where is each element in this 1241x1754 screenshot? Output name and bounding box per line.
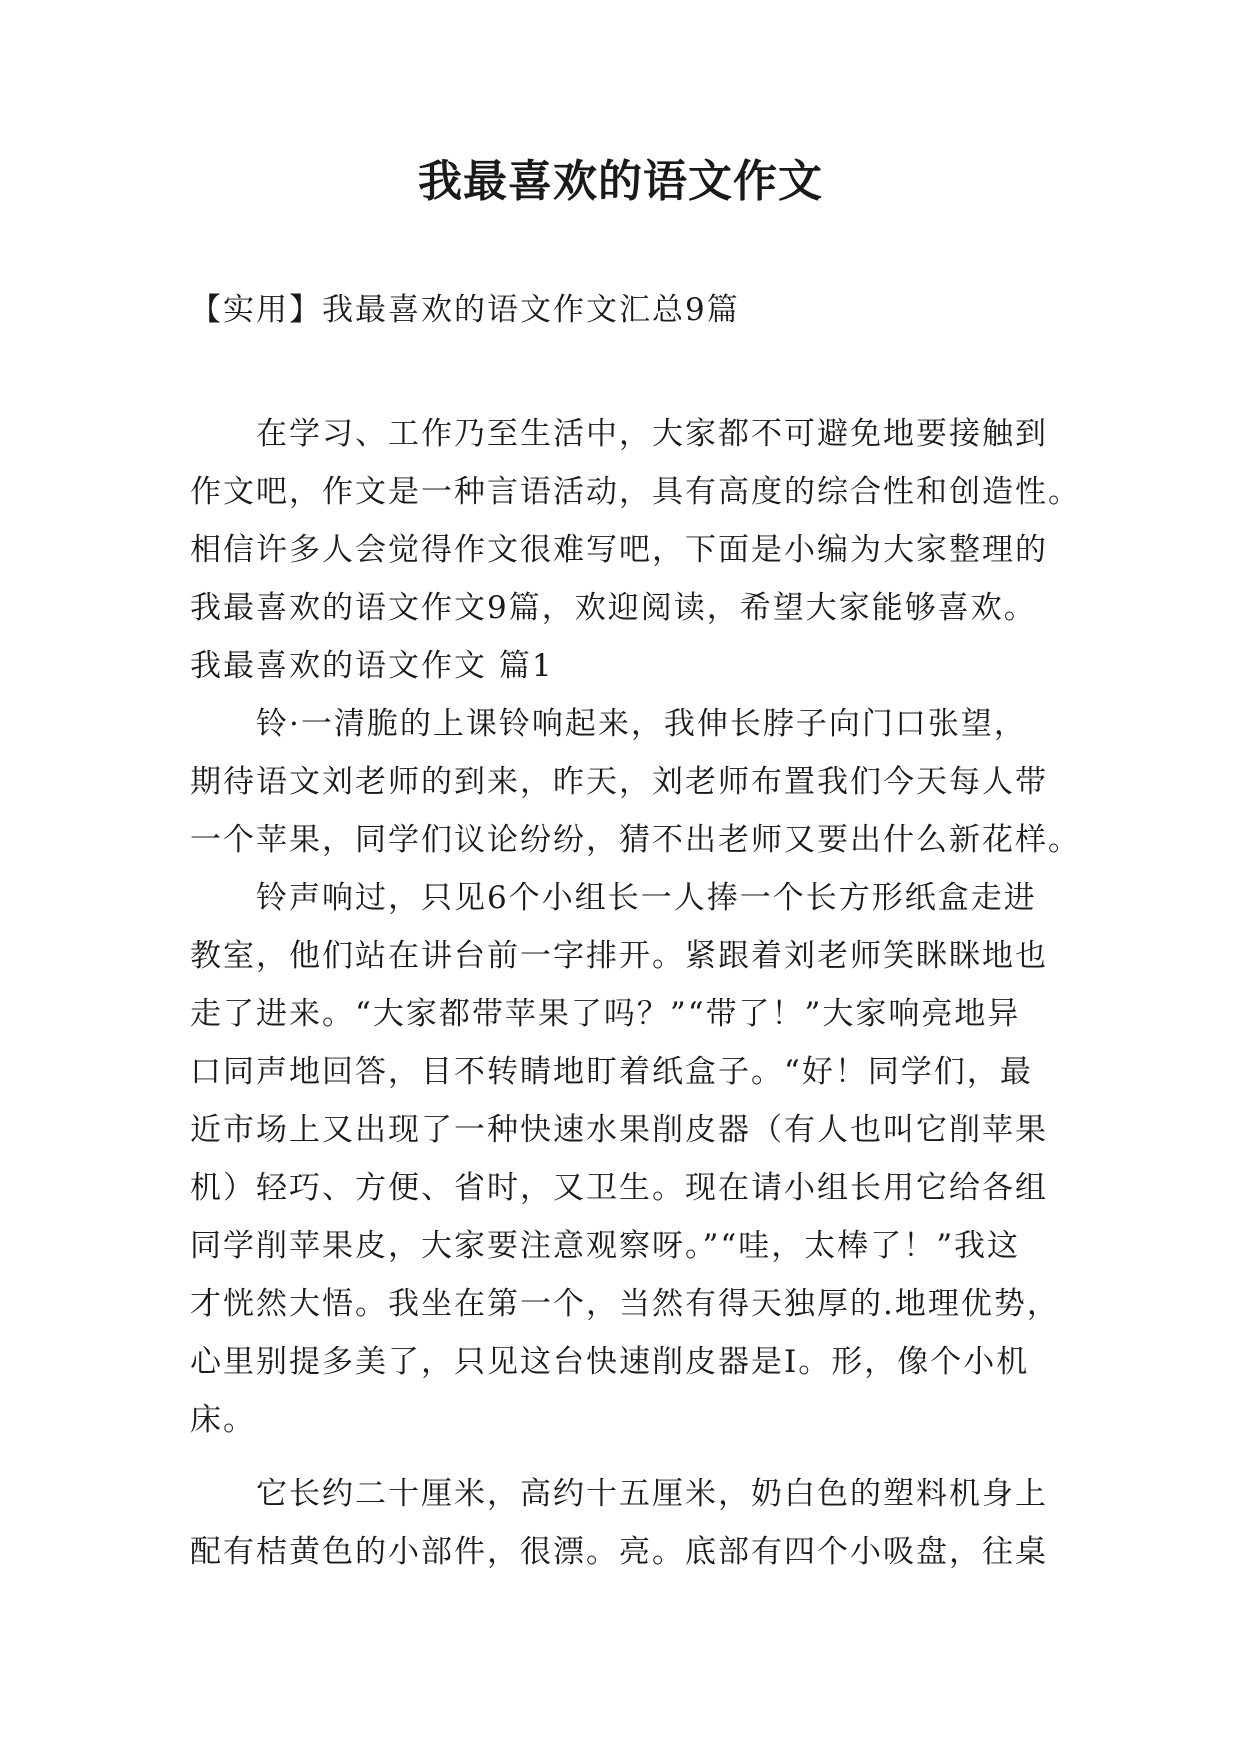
paragraph-gap	[190, 1449, 1060, 1465]
document-subtitle: 【实用】我最喜欢的语文作文汇总9篇	[190, 292, 740, 328]
text-line: 配有桔黄色的小部件，很漂。亮。底部有四个小吸盘，往桌	[190, 1534, 1048, 1570]
text-line: 在学习、工作乃至生活中，大家都不可避免地要接触到	[256, 416, 1048, 452]
text-line: 教室，他们站在讲台前一字排开。紧跟着刘老师笑眯眯地也	[190, 938, 1048, 974]
text-line: 作文吧，作文是一种言语活动，具有高度的综合性和创造性。	[190, 474, 1081, 510]
text-line: 心里别提多美了，只见这台快速削皮器是I。形，像个小机	[190, 1344, 1030, 1380]
paragraph-1	[190, 695, 1081, 869]
text-line: 铃·一清脆的上课铃响起来，我伸长脖子向门口张望，	[256, 706, 1027, 742]
text-line: 才恍然大悟。我坐在第一个，当然有得天独厚的.地理优势，	[190, 1286, 1060, 1322]
paragraph-3	[190, 1465, 1060, 1581]
text-line: 走了进来。“大家都带苹果了吗？”“带了！”大家响亮地异	[190, 996, 1021, 1032]
text-line: 期待语文刘老师的到来，昨天，刘老师布置我们今天每人带	[190, 764, 1048, 800]
text-line: 同学削苹果皮，大家要注意观察呀。”“哇，太棒了！”我这	[190, 1228, 1021, 1264]
text-line: 机）轻巧、方便、省时，又卫生。现在请小组长用它给各组	[190, 1170, 1048, 1206]
text-line: 铃声响过，只见6个小组长一人捧一个长方形纸盒走进	[256, 880, 1037, 916]
text-line: 它长约二十厘米，高约十五厘米，奶白色的塑料机身上	[256, 1476, 1048, 1512]
document-body	[190, 405, 1081, 1581]
section-heading: 我最喜欢的语文作文 篇1	[190, 648, 554, 684]
text-line: 床。	[190, 1402, 256, 1438]
text-line: 近市场上又出现了一种快速水果削皮器（有人也叫它削苹果	[190, 1112, 1048, 1148]
text-line: 口同声地回答，目不转睛地盯着纸盒子。“好！同学们，最	[190, 1054, 1033, 1090]
text-line: 我最喜欢的语文作文9篇，欢迎阅读，希望大家能够喜欢。	[190, 590, 1037, 626]
paragraph-2	[190, 869, 1060, 1449]
text-line: 相信许多人会觉得作文很难写吧，下面是小编为大家整理的	[190, 532, 1048, 568]
text-line: 一个苹果，同学们议论纷纷，猜不出老师又要出什么新花样。	[190, 822, 1081, 858]
intro-paragraph	[190, 405, 1081, 637]
document-title: 我最喜欢的语文作文	[418, 156, 823, 207]
